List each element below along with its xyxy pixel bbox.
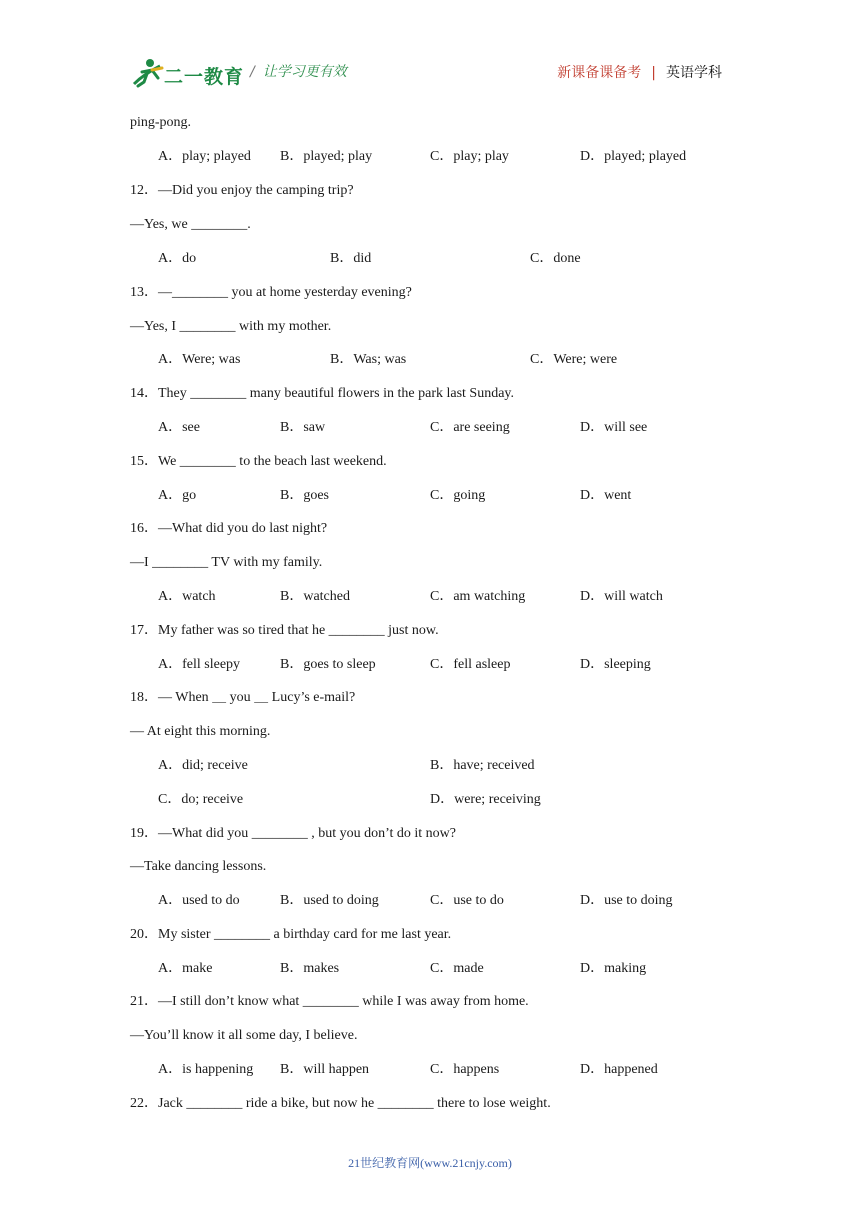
option-a: A．do: [158, 251, 197, 266]
logo-text: 二一教育: [164, 66, 245, 88]
page-footer: 21世纪教育网(www.21cnjy.com): [348, 1156, 512, 1170]
question-13-answer: —Yes, I ________ with my mother.: [130, 319, 332, 334]
option-b: B．played; play: [280, 149, 373, 164]
option-a: A．see: [158, 420, 200, 435]
slogan: [250, 61, 347, 81]
question-17: 17．My father was so tired that he ________ just now.: [130, 623, 439, 638]
option-d: D．will see: [580, 420, 648, 435]
option-c: C．play; play: [430, 149, 509, 164]
option-b: B．have; received: [430, 758, 535, 773]
option-a: A．play; played: [158, 149, 251, 164]
option-c: C．done: [530, 251, 581, 266]
question-14: 14．They ________ many beautiful flowers in the park last Sunday.: [130, 386, 515, 401]
option-d: D．went: [580, 488, 632, 503]
header-course: 新课备课备考: [557, 65, 642, 81]
question-16-answer: —I ________ TV with my family.: [130, 555, 323, 570]
option-a: A．Were; was: [158, 352, 241, 367]
question-15: 15．We ________ to the beach last weekend.: [130, 454, 387, 469]
option-a: A．make: [158, 961, 213, 976]
option-b: B．used to doing: [280, 893, 379, 908]
question-22: 22．Jack ________ ride a bike, but now he ________ there to lose weight.: [130, 1096, 551, 1111]
option-d: D．will watch: [580, 589, 663, 604]
question-20: 20．My sister ________ a birthday card for me last year.: [130, 927, 452, 942]
option-d: D．use to doing: [580, 893, 673, 908]
option-a: A．watch: [158, 589, 216, 604]
option-d: D．making: [580, 961, 647, 976]
option-b: B．goes to sleep: [280, 657, 376, 672]
option-d: D．happened: [580, 1062, 658, 1077]
option-a: A．fell sleepy: [158, 657, 241, 672]
option-c: C．going: [430, 488, 486, 503]
question-16: 16．—What did you do last night?: [130, 521, 328, 536]
question-13: 13．—________ you at home yesterday evening?: [130, 285, 412, 300]
slogan-text: 让学习更有效: [262, 64, 347, 80]
option-a: A．go: [158, 488, 197, 503]
option-c: C．happens: [430, 1062, 500, 1077]
option-b: B．saw: [280, 420, 326, 435]
option-c: C．fell asleep: [430, 657, 511, 672]
option-d: D．played; played: [580, 149, 687, 164]
header-right: [557, 62, 722, 82]
logo: [130, 56, 245, 90]
question-21-answer: —You’ll know it all some day, I believe.: [130, 1028, 358, 1043]
option-b: B．did: [330, 251, 372, 266]
option-b: B．will happen: [280, 1062, 370, 1077]
question-12: 12．—Did you enjoy the camping trip?: [130, 183, 354, 198]
option-c: C．use to do: [430, 893, 504, 908]
option-b: B．goes: [280, 488, 329, 503]
option-b: B．Was; was: [330, 352, 407, 367]
option-b: B．makes: [280, 961, 340, 976]
question-18: 18．— When ＿ you ＿ Lucy’s e-mail?: [130, 690, 356, 705]
option-a: A．used to do: [158, 893, 240, 908]
option-c: C．made: [430, 961, 484, 976]
question-18-answer: — At eight this morning.: [130, 724, 271, 739]
option-a: A．is happening: [158, 1062, 254, 1077]
divider: |: [651, 65, 656, 81]
option-d: D．sleeping: [580, 657, 651, 672]
option-b: B．watched: [280, 589, 350, 604]
option-a: A．did; receive: [158, 758, 248, 773]
question-12-answer: —Yes, we ________.: [130, 217, 251, 232]
page-header: [130, 54, 730, 90]
option-b: D．were; receiving: [430, 792, 541, 807]
option-c: C．am watching: [430, 589, 526, 604]
header-subject: 英语学科: [666, 65, 722, 81]
slash-icon: /: [250, 64, 255, 80]
question-21: 21．—I still don’t know what ________ while I was away from home.: [130, 994, 529, 1009]
option-c: C．Were; were: [530, 352, 618, 367]
option-c: C．are seeing: [430, 420, 510, 435]
question-19: 19．—What did you ________ , but you don’t do it now?: [130, 826, 456, 841]
question-19-answer: —Take dancing lessons.: [130, 859, 267, 874]
option-a: C．do; receive: [158, 792, 244, 807]
text-line: ping-pong.: [130, 115, 192, 130]
